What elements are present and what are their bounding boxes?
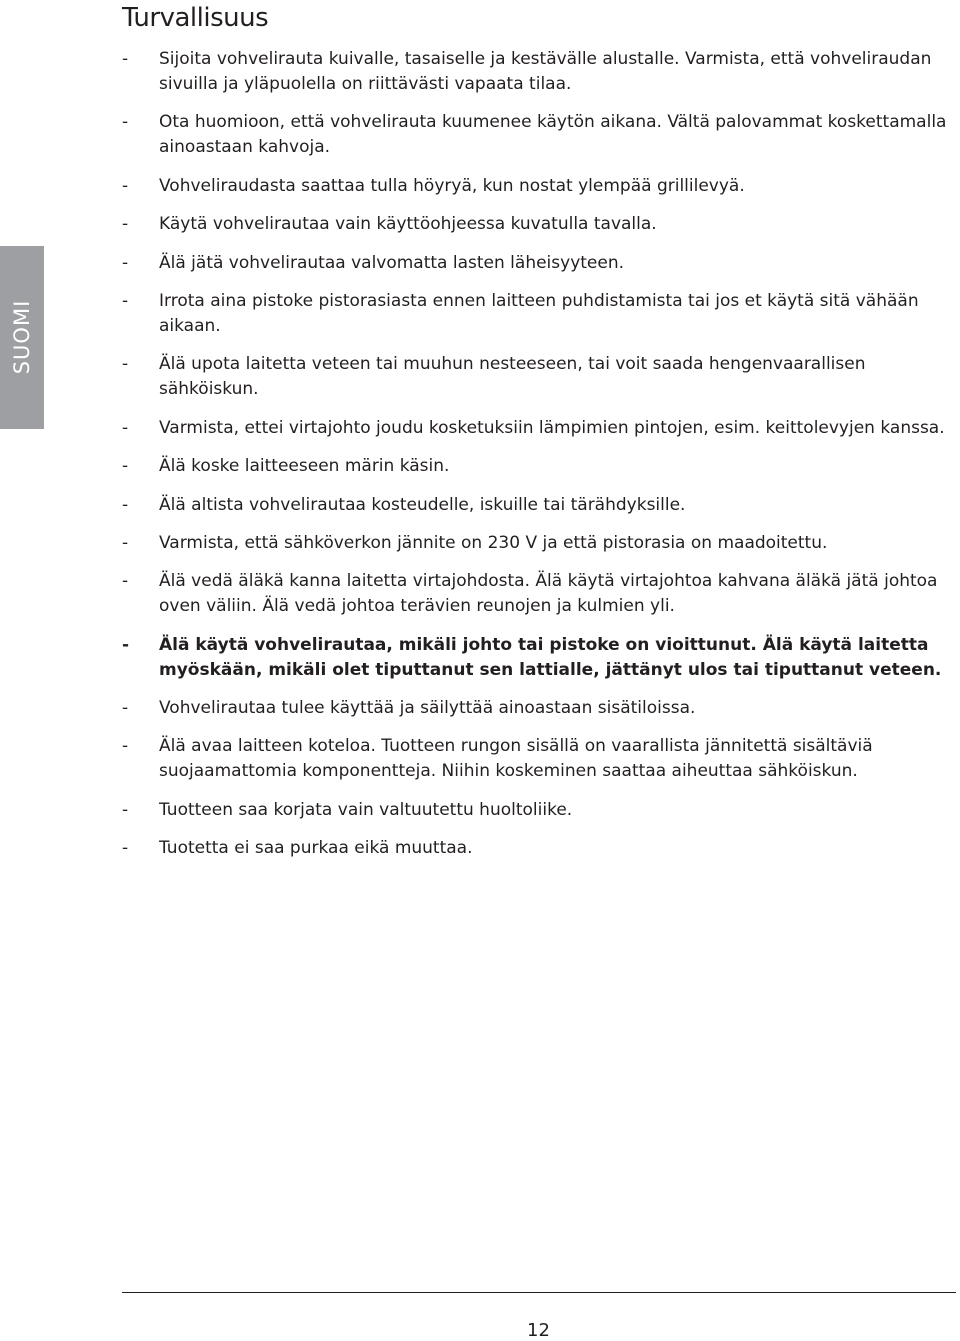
safety-instruction-text: Älä koske laitteeseen märin käsin. [159,456,450,477]
bullet-dash: - [122,354,129,375]
bullet-dash: - [122,494,129,515]
bullet-dash: - [122,838,129,859]
bullet-dash: - [122,214,129,235]
safety-instruction-item [122,836,952,861]
bullet-dash: - [122,736,129,757]
safety-instruction-item [122,352,952,402]
safety-instruction-text: Käytä vohvelirautaa vain käyttöohjeessa kuvatulla tavalla. [159,214,657,235]
safety-instruction-text: Sijoita vohvelirauta kuivalle, tasaiselle ja kestävälle alustalle. Varmista, että vohveliraudan sivuilla ja yläpuolella on riittävästi vapaata tilaa. [159,49,932,94]
bullet-dash: - [122,112,129,133]
bullet-dash: - [122,290,129,311]
safety-instruction-text: Älä avaa laitteen koteloa. Tuotteen rungon sisällä on vaarallista jännitettä sisältäviä suojaamattomia komponentteja. Niihin koskeminen saattaa aiheuttaa sähköiskun. [159,736,873,782]
safety-instruction-text: Irrota aina pistoke pistorasiasta ennen laitteen puhdistamista tai jos et käytä sitä vähään aikaan. [159,290,919,336]
language-side-tab [0,246,44,429]
bullet-dash: - [122,252,129,273]
safety-instruction-item [122,47,952,97]
bullet-dash: - [122,456,129,477]
bullet-dash: - [122,532,129,553]
safety-instruction-item [122,212,952,237]
safety-instruction-text: Älä käytä vohvelirautaa, mikäli johto tai pistoke on vioittunut. Älä käytä laitetta myöskään, mikäli olet tiputtanut sen lattialle, jättänyt ulos tai tiputtanut veteen. [159,634,942,680]
safety-instructions-list [122,47,952,875]
bullet-dash: - [122,49,129,69]
safety-instruction-text: Varmista, että sähköverkon jännite on 230 V ja että pistorasia on maadoitettu. [159,532,828,553]
language-tab-label: SUOMI [10,299,34,375]
safety-instruction-item [122,416,952,441]
safety-instruction-item [122,110,952,160]
bullet-dash: - [122,571,129,592]
safety-instruction-item [122,289,952,339]
safety-instruction-item [122,251,952,276]
safety-instruction-item [122,798,952,823]
safety-instruction-text: Vohveliraudasta saattaa tulla höyryä, kun nostat ylempää grillilevyä. [159,175,745,196]
safety-instruction-item [122,174,952,199]
safety-instruction-text: Älä altista vohvelirautaa kosteudelle, iskuille tai tärähdyksille. [159,494,686,515]
safety-instruction-text: Älä vedä äläkä kanna laitetta virtajohdosta. Älä käytä virtajohtoa kahvana äläkä jätä johtoa oven väliin. Älä vedä johtoa terävien reunojen ja kulmien yli. [159,571,938,617]
bullet-dash: - [122,799,129,820]
safety-instruction-item [122,493,952,518]
safety-instruction-item [122,531,952,556]
bullet-dash: - [122,698,129,719]
safety-instruction-text: Varmista, ettei virtajohto joudu kosketuksiin lämpimien pintojen, esim. keittolevyjen kanssa. [159,417,945,438]
safety-instruction-item [122,734,952,784]
safety-instruction-item [122,569,952,619]
safety-instruction-item [122,633,952,683]
footer-divider [122,1292,956,1293]
safety-instruction-item [122,454,952,479]
safety-instruction-text: Älä jätä vohvelirautaa valvomatta lasten läheisyyteen. [159,252,625,273]
safety-instruction-item [122,696,952,721]
safety-instruction-text: Älä upota laitetta veteen tai muuhun nesteeseen, tai voit saada hengenvaarallisen sähköiskun. [159,354,866,400]
safety-instruction-text: Ota huomioon, että vohvelirauta kuumenee käytön aikana. Vältä palovammat koskettamalla ainoastaan kahvoja. [159,112,947,158]
safety-instruction-text: Vohvelirautaa tulee käyttää ja säilyttää ainoastaan sisätiloissa. [159,698,696,719]
page-number: 12 [527,1320,550,1341]
bullet-dash: - [122,175,129,196]
safety-instruction-text: Tuotteen saa korjata vain valtuutettu huoltoliike. [159,799,573,820]
bullet-dash: - [122,634,130,655]
safety-instruction-text: Tuotetta ei saa purkaa eikä muuttaa. [159,838,473,859]
bullet-dash: - [122,417,129,438]
page-title: Turvallisuus [122,3,269,33]
